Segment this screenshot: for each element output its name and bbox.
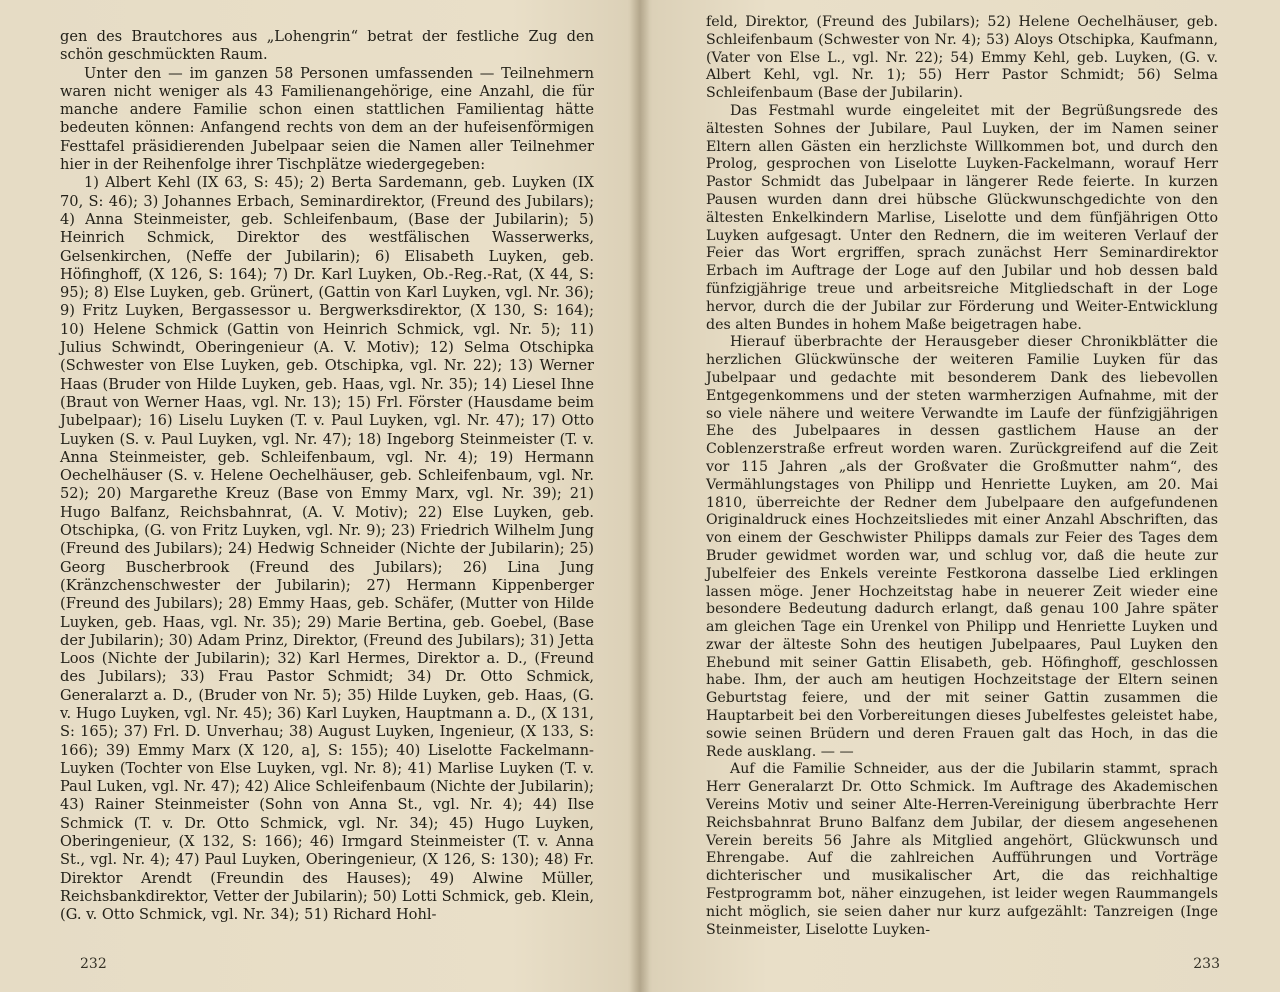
right-page-text [706,14,1218,939]
right-paragraph-4: Auf die Familie Schneider, aus der die Jubilarin stammt, sprach Herr Generalarzt Dr. Otto Schmick. Im Auftrage des Akademischen Vereins Motiv und seiner Alte-Herren-Vereinigung überbrachte Herr Reichsbahnrat Bruno Balfanz dem Jubilar, der diesem angesehenen Verein bereits 56 Jahre als Mitglied angehört, Glückwunsch und Ehrengabe. Auf die zahlreichen Aufführungen und Vorträge dichterischer und musikalischer Art, die das reichhaltige Festprogramm bot, näher einzugehen, ist leider wegen Raummangels nicht möglich, sie seien daher nur kurz aufgezählt: Tanzreigen (Inge Steinmeister, Liselotte Luyken- [706,761,1218,938]
right-page-number: 233 [1193,956,1220,972]
right-paragraph-1: feld, Direktor, (Freund des Jubilars); 52) Helene Oechelhäuser, geb. Schleifenbaum (Schwester von Nr. 4); 53) Aloys Otschipka, Kaufmann, (Vater von Else L., vgl. Nr. 22); 54) Emmy Kehl, geb. Luyken, (G. v. Albert Kehl, vgl. Nr. 1); 55) Herr Pastor Schmidt; 56) Selma Schleifenbaum (Base der Jubilarin). [706,14,1218,102]
left-page-text [60,28,594,925]
right-paragraph-2: Das Festmahl wurde eingeleitet mit der Begrüßungsrede des ältesten Sohnes der Jubilare, Paul Luyken, der im Namen seiner Eltern allen Gästen ein herzlichste Willkommen bot, und durch den Prolog, gesprochen von Liselotte Luyken-Fackelmann, worauf Herr Pastor Schmidt das Jubelpaar in längerer Rede feierte. In kurzen Pausen wurden dann drei hübsche Glückwunschgedichte von den ältesten Enkelkindern Marlise, Liselotte und dem fünfjährigen Otto Luyken aufgesagt. Unter den Rednern, die im weiteren Verlauf der Feier das Wort ergriffen, sprach zunächst Herr Seminardirektor Erbach im Auftrage der Loge auf den Jubilar und hob dessen bald fünfzigjährige treue und arbeitsreiche Mitgliedschaft in der Loge hervor, durch die der Jubilar zur Förderung und Weiter-Entwicklung des alten Bundes in hohem Maße beigetragen habe. [706,102,1218,333]
left-paragraph-2: Unter den — im ganzen 58 Personen umfassenden — Teilnehmern waren nicht weniger als 43 Familienangehörige, eine Anzahl, die für manche andere Familie schon einen stattlichen Familientag hätte bedeuten können: Anfangend rechts von dem an der hufeisenförmigen Festtafel präsidierenden Jubelpaar seien die Namen aller Teilnehmer hier in der Reihenfolge ihrer Tischplätze wiedergegeben: [60,64,594,174]
right-paragraph-3: Hierauf überbrachte der Herausgeber dieser Chronikblätter die herzlichen Glückwünsche der weiteren Familie Luyken für das Jubelpaar und gedachte mit besonderem Dank des liebevollen Entgegenkommens und der steten warmherzigen Aufnahme, mit der so viele nähere und weitere Verwandte im Laufe der fünfzigjährigen Ehe des Jubelpaares in dessen gastlichem Hause an der Coblenzerstraße erfreut worden waren. Zurückgreifend auf die Zeit vor 115 Jahren „als der Großvater die Großmutter nahm“, des Vermählungstages von Philipp und Henriette Luyken, am 20. Mai 1810, überreichte der Redner dem Jubelpaare den aufgefundenen Originaldruck eines Hochzeitsliedes mit einer Anzahl Abschriften, das von einem der Geschwister Philipps damals zur Feier des Tages dem Bruder gewidmet worden war, und schlug vor, daß die heute zur Jubelfeier des Enkels vereinte Festkorona dasselbe Lied erklingen lassen möge. Jener Hochzeitstag habe in neuerer Zeit wieder eine besondere Bedeutung dadurch erlangt, daß genau 100 Jahre später am gleichen Tage ein Urenkel von Philipp und Henriette Luyken und zwar der älteste Sohn des heutigen Jubelpaares, Paul Luyken den Ehebund mit seiner Gattin Elisabeth, geb. Höfinghoff, geschlossen habe. Ihm, der auch am heutigen Hochzeitstage der Eltern seinen Geburtstag feiere, und der mit seiner Gattin zusammen die Hauptarbeit bei den Vorbereitungen dieses Jubelfestes geleistet habe, sowie seinen Brüdern und deren Frauen galt das Hoch, in das die Rede ausklang. — — [706,334,1218,760]
left-paragraph-3: 1) Albert Kehl (IX 63, S: 45); 2) Berta Sardemann, geb. Luyken (IX 70, S: 46); 3) Johannes Erbach, Seminardirektor, (Freund des Jubilars); 4) Anna Steinmeister, geb. Schleifenbaum, (Base der Jubilarin); 5) Heinrich Schmick, Direktor des westfälischen Wasserwerks, Gelsenkirchen, (Neffe der Jubilarin); 6) Elisabeth Luyken, geb. Höfinghoff, (X 126, S: 164); 7) Dr. Karl Luyken, Ob.-Reg.-Rat, (X 44, S: 95); 8) Else Luyken, geb. Grünert, (Gattin von Karl Luyken, vgl. Nr. 36); 9) Fritz Luyken, Bergassessor u. Bergwerksdirektor, (X 130, S: 164); 10) Helene Schmick (Gattin von Heinrich Schmick, vgl. Nr. 5); 11) Julius Schwindt, Oberingenieur (A. V. Motiv); 12) Selma Otschipka (Schwester von Else Luyken, geb. Otschipka, vgl. Nr. 22); 13) Werner Haas (Bruder von Hilde Luyken, geb. Haas, vgl. Nr. 35); 14) Liesel Ihne (Braut von Werner Haas, vgl. Nr. 13); 15) Frl. Förster (Hausdame beim Jubelpaar); 16) Liselu Luyken (T. v. Paul Luyken, vgl. Nr. 47); 17) Otto Luyken (S. v. Paul Luyken, vgl. Nr. 47); 18) Ingeborg Steinmeister (T. v. Anna Steinmeister, geb. Schleifenbaum, vgl. Nr. 4); 19) Hermann Oechelhäuser (S. v. Helene Oechelhäuser, geb. Schleifenbaum, vgl. Nr. 52); 20) Margarethe Kreuz (Base von Emmy Marx, vgl. Nr. 39); 21) Hugo Balfanz, Reichsbahnrat, (A. V. Motiv); 22) Else Luyken, geb. Otschipka, (G. von Fritz Luyken, vgl. Nr. 9); 23) Friedrich Wilhelm Jung (Freund des Jubilars); 24) Hedwig Schneider (Nichte der Jubilarin); 25) Georg Buscherbrook (Freund des Jubilars); 26) Lina Jung (Kränzchenschwester der Jubilarin); 27) Hermann Kippenberger (Freund des Jubilars); 28) Emmy Haas, geb. Schäfer, (Mutter von Hilde Luyken, geb. Haas, vgl. Nr. 35); 29) Marie Bertina, geb. Goebel, (Base der Jubilarin); 30) Adam Prinz, Direktor, (Freund des Jubilars); 31) Jetta Loos (Nichte der Jubilarin); 32) Karl Hermes, Direktor a. D., (Freund des Jubilars); 33) Frau Pastor Schmidt; 34) Dr. Otto Schmick, Generalarzt a. D., (Bruder von Nr. 5); 35) Hilde Luyken, geb. Haas, (G. v. Hugo Luyken, vgl. Nr. 45); 36) Karl Luyken, Hauptmann a. D., (X 131, S: 165); 37) Frl. D. Unverhau; 38) August Luyken, Ingenieur, (X 133, S: 166); 39) Emmy Marx (X 120, a], S: 155); 40) Liselotte Fackelmann-Luyken (Tochter von Else Luyken, vgl. Nr. 8); 41) Marlise Luyken (T. v. Paul Luken, vgl. Nr. 47); 42) Alice Schleifenbaum (Nichte der Jubilarin); 43) Rainer Steinmeister (Sohn von Anna St., vgl. Nr. 4); 44) Ilse Schmick (T. v. Dr. Otto Schmick, vgl. Nr. 34); 45) Hugo Luyken, Oberingenieur, (X 132, S: 166); 46) Irmgard Steinmeister (T. v. Anna St., vgl. Nr. 4); 47) Paul Luyken, Oberingenieur, (X 126, S: 130); 48) Fr. Direktor Arendt (Freundin des Hauses); 49) Alwine Müller, Reichsbankdirektor, Vetter der Jubilarin); 50) Lotti Schmick, geb. Klein, (G. v. Otto Schmick, vgl. Nr. 34); 51) Richard Hohl- [60,174,594,924]
left-page-number: 232 [80,956,107,972]
right-page [640,0,1280,992]
left-paragraph-1: gen des Brautchores aus „Lohengrin“ betrat der festliche Zug den schön geschmückten Raum. [60,28,594,64]
